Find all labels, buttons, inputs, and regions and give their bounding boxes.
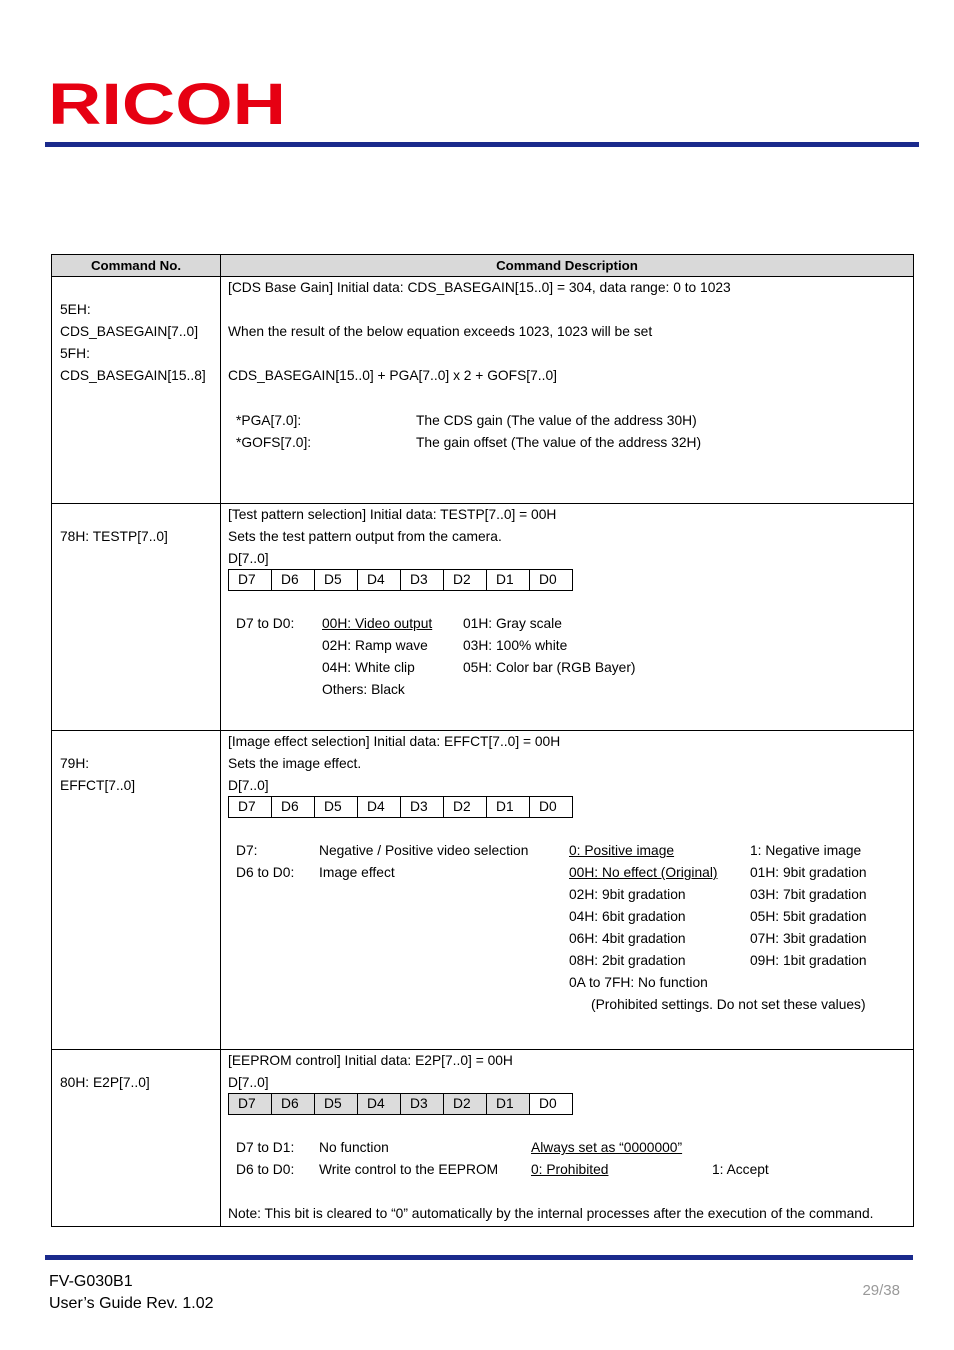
definition-desc: The CDS gain (The value of the address 30H) xyxy=(416,413,697,428)
option-text: 02H: 9bit gradation xyxy=(569,887,686,902)
option-default: 00H: No effect (Original) xyxy=(569,865,718,880)
bits-label: D[7..0] xyxy=(228,551,269,566)
command-number: 80H: E2P[7..0] xyxy=(60,1075,150,1090)
equation-text: CDS_BASEGAIN[15..0] + PGA[7..0] x 2 + GOFS[7..0] xyxy=(228,368,557,383)
table-header-row xyxy=(52,255,914,277)
command-description-cell xyxy=(221,1050,914,1227)
description-title: [Test pattern selection] Initial data: TESTP[7..0] = 00H xyxy=(228,507,557,522)
option-text: 01H: Gray scale xyxy=(463,616,562,631)
definition-term: *PGA[7.0]: xyxy=(236,413,302,428)
command-number: 78H: TESTP[7..0] xyxy=(60,529,168,544)
option-text: 06H: 4bit gradation xyxy=(569,931,686,946)
option-text: 01H: 9bit gradation xyxy=(750,865,867,880)
bit-field-table xyxy=(228,1093,573,1115)
option-text: 03H: 100% white xyxy=(463,638,568,653)
bit-description: Write control to the EEPROM xyxy=(319,1162,499,1177)
description-title: [EEPROM control] Initial data: E2P[7..0] = 00H xyxy=(228,1053,513,1068)
prohibited-note: (Prohibited settings. Do not set these values) xyxy=(591,997,866,1012)
command-description-cell xyxy=(221,731,914,1050)
description-text: Sets the image effect. xyxy=(228,756,362,771)
table-row xyxy=(52,1050,914,1227)
option-text: 03H: 7bit gradation xyxy=(750,887,867,902)
command-number: 5FH: xyxy=(60,346,90,361)
bit-range-label: D7 to D0: xyxy=(236,616,295,631)
command-number: 79H: xyxy=(60,756,90,771)
description-text: When the result of the below equation exceeds 1023, 1023 will be set xyxy=(228,324,653,339)
bit-cell: D4 xyxy=(358,797,401,818)
option-text: 07H: 3bit gradation xyxy=(750,931,867,946)
bit-cell: D1 xyxy=(487,797,530,818)
bit-cell: D5 xyxy=(315,1094,358,1115)
bit-cell: D0 xyxy=(530,570,573,591)
bits-label: D[7..0] xyxy=(228,778,269,793)
bit-cell: D1 xyxy=(487,1094,530,1115)
option-text: 1: Negative image xyxy=(750,843,862,858)
command-number-cell xyxy=(52,277,221,504)
option-default: Always set as “0000000” xyxy=(531,1140,683,1155)
table-row xyxy=(52,504,914,731)
page-number: 29/38 xyxy=(862,1282,900,1299)
bit-cell: D5 xyxy=(315,570,358,591)
bit-cell: D6 xyxy=(272,797,315,818)
command-number: EFFCT[7..0] xyxy=(60,778,136,793)
bit-cell: D7 xyxy=(229,797,272,818)
command-number: 5EH: xyxy=(60,302,91,317)
footer-guide-revision: User’s Guide Rev. 1.02 xyxy=(49,1295,214,1312)
bit-label: D6 to D0: xyxy=(236,1162,295,1177)
bit-cell: D2 xyxy=(444,797,487,818)
command-description-cell xyxy=(221,504,914,731)
bit-cell: D7 xyxy=(229,1094,272,1115)
bit-cell: D6 xyxy=(272,1094,315,1115)
header-rule xyxy=(45,142,919,147)
bits-label: D[7..0] xyxy=(228,1075,269,1090)
bit-label: D6 to D0: xyxy=(236,865,295,880)
definition-term: *GOFS[7.0]: xyxy=(236,435,312,450)
ricoh-logo xyxy=(48,78,288,128)
bit-description: Image effect xyxy=(319,865,395,880)
bit-cell: D7 xyxy=(229,570,272,591)
option-default: 0: Positive image xyxy=(569,843,675,858)
option-text: 05H: Color bar (RGB Bayer) xyxy=(463,660,636,675)
header-command-no: Command No. xyxy=(52,255,221,277)
bit-cell: D3 xyxy=(401,1094,444,1115)
command-description-cell xyxy=(221,277,914,504)
bit-cell: D2 xyxy=(444,1094,487,1115)
bit-cell: D5 xyxy=(315,797,358,818)
bit-field-table xyxy=(228,569,573,591)
bit-cell: D1 xyxy=(487,570,530,591)
bit-description: No function xyxy=(319,1140,389,1155)
option-text: 05H: 5bit gradation xyxy=(750,909,867,924)
definition-desc: The gain offset (The value of the address 32H) xyxy=(416,435,702,450)
command-number: CDS_BASEGAIN[7..0] xyxy=(60,324,199,339)
header-command-description: Command Description xyxy=(221,255,914,277)
description-text: Sets the test pattern output from the camera. xyxy=(228,529,502,544)
table-row xyxy=(52,277,914,504)
option-text: 0A to 7FH: No function xyxy=(569,975,708,990)
bit-description: Negative / Positive video selection xyxy=(319,843,529,858)
bit-cell: D4 xyxy=(358,570,401,591)
command-number-cell xyxy=(52,731,221,1050)
svg-text:RICOH: RICOH xyxy=(48,78,286,128)
option-text: Others: Black xyxy=(322,682,405,697)
option-text: 1: Accept xyxy=(712,1162,769,1177)
option-text: 08H: 2bit gradation xyxy=(569,953,686,968)
footer-model: FV-G030B1 xyxy=(49,1273,133,1290)
command-number: CDS_BASEGAIN[15..8] xyxy=(60,368,206,383)
bit-cell: D0 xyxy=(530,797,573,818)
option-text: 02H: Ramp wave xyxy=(322,638,428,653)
description-title: [Image effect selection] Initial data: EFFCT[7..0] = 00H xyxy=(228,734,561,749)
bit-cell: D3 xyxy=(401,570,444,591)
bit-label: D7: xyxy=(236,843,258,858)
bit-cell: D6 xyxy=(272,570,315,591)
option-text: 04H: 6bit gradation xyxy=(569,909,686,924)
command-number-cell xyxy=(52,504,221,731)
bit-label: D7 to D1: xyxy=(236,1140,295,1155)
bit-field-table xyxy=(228,796,573,818)
option-text: 09H: 1bit gradation xyxy=(750,953,867,968)
description-title: [CDS Base Gain] Initial data: CDS_BASEGAIN[15..0] = 304, data range: 0 to 1023 xyxy=(228,280,731,295)
command-table xyxy=(51,254,914,1227)
table-row xyxy=(52,731,914,1050)
bit-cell: D0 xyxy=(530,1094,573,1115)
bit-cell: D3 xyxy=(401,797,444,818)
note-text: Note: This bit is cleared to “0” automatically by the internal processes after the execution of the command. xyxy=(228,1206,874,1221)
command-number-cell xyxy=(52,1050,221,1227)
bit-cell: D4 xyxy=(358,1094,401,1115)
option-default: 00H: Video output xyxy=(322,616,433,631)
option-default: 0: Prohibited xyxy=(531,1162,609,1177)
footer-rule xyxy=(45,1255,913,1260)
bit-cell: D2 xyxy=(444,570,487,591)
option-text: 04H: White clip xyxy=(322,660,415,675)
